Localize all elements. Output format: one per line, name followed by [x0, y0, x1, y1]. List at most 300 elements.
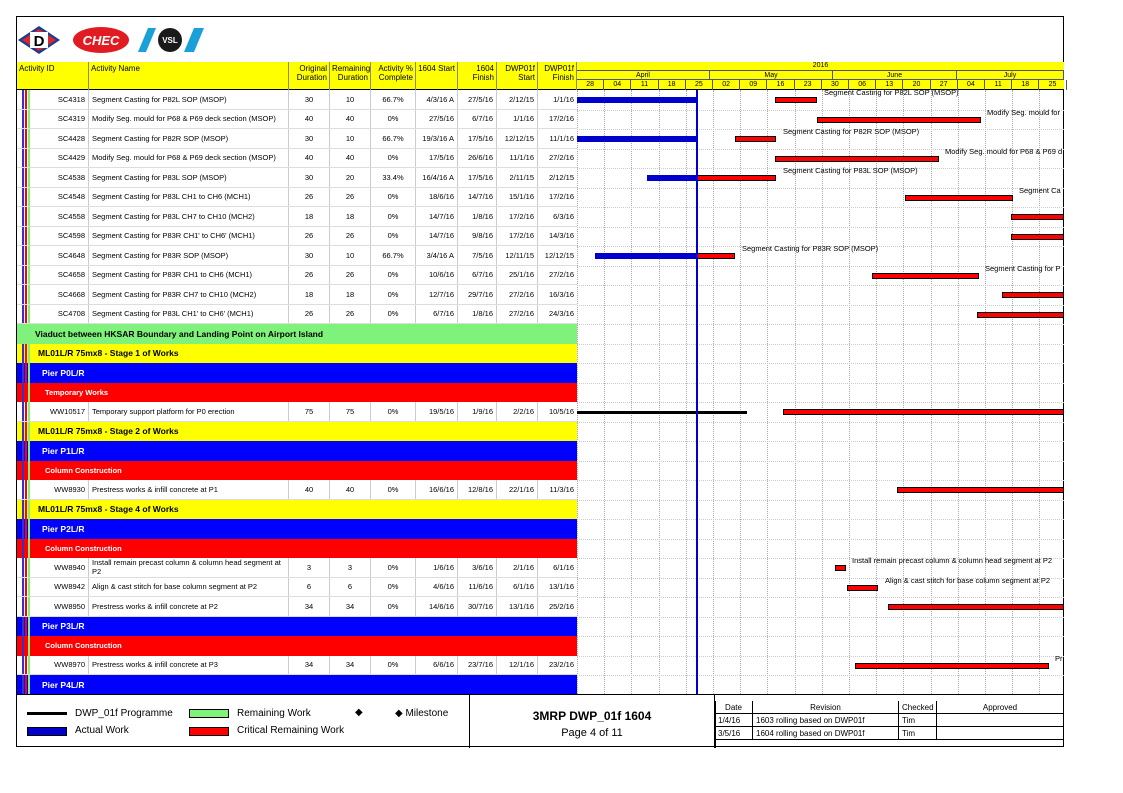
- dwp01f-finish-cell: 2/12/15: [548, 172, 574, 182]
- table-row[interactable]: [17, 90, 577, 110]
- gantt-row-line: [577, 519, 1064, 520]
- critical-remaining-bar[interactable]: [888, 604, 1064, 610]
- critical-remaining-bar[interactable]: [897, 487, 1064, 493]
- start-1604-cell: 6/7/16: [416, 305, 458, 324]
- wbs-indent-bar: [28, 500, 30, 520]
- wbs-indent-bar: [22, 597, 24, 616]
- wbs-indent-bar: [25, 597, 27, 616]
- critical-remaining-bar[interactable]: [1002, 292, 1064, 298]
- critical-remaining-bar[interactable]: [775, 97, 817, 103]
- gantt-bar-label: Segment Casting for P82L SOP (MSOP): [824, 90, 959, 97]
- remaining-duration-cell: 10: [330, 246, 371, 265]
- col-header-1604-start[interactable]: 1604 Start: [416, 62, 458, 90]
- timeline-week: 20: [903, 80, 930, 90]
- finish-1604-cell: 27/5/16: [458, 90, 497, 109]
- activity-name-cell: Segment Casting for P83L CH7 to CH10 (MCH2): [89, 207, 289, 226]
- rev-row1-checked: Tim: [899, 714, 937, 727]
- title-block: [469, 695, 715, 748]
- legend-remaining-label: Remaining Work: [237, 708, 311, 719]
- activity-id-cell: SC4558: [29, 207, 89, 226]
- actual-work-bar[interactable]: [577, 136, 696, 142]
- wbs-group-blue[interactable]: [17, 441, 577, 461]
- percent-complete-cell: 0%: [371, 578, 416, 597]
- vsl-logo: [138, 26, 206, 54]
- remaining-duration-cell: 34: [330, 597, 371, 616]
- critical-remaining-bar[interactable]: [817, 117, 981, 123]
- activity-name-cell: Prestress works & infill concrete at P2: [89, 597, 289, 616]
- timeline-week: 04: [604, 80, 631, 90]
- finish-1604-cell: 6/7/16: [458, 266, 497, 285]
- wbs-indent-bar: [28, 617, 30, 637]
- activity-id-cell: WW8930: [29, 480, 89, 499]
- dwp01f-start-cell: 2/1/16: [497, 558, 538, 577]
- wbs-indent-bar: [22, 188, 24, 207]
- col-header-1604-finish[interactable]: 1604 Finish: [458, 62, 497, 90]
- wbs-indent-bar: [22, 461, 24, 481]
- activity-id-cell: WW8942: [29, 578, 89, 597]
- table-row[interactable]: [17, 578, 577, 598]
- wbs-indent-bar: [28, 636, 30, 656]
- gantt-row-line: [577, 617, 1064, 618]
- col-header-activity-id[interactable]: Activity ID: [17, 62, 89, 90]
- wbs-indent-bar: [25, 578, 27, 597]
- percent-complete-cell: 0%: [371, 188, 416, 207]
- finish-1604-cell: 1/9/16: [458, 402, 497, 421]
- original-duration-cell: 26: [289, 305, 330, 324]
- col-header-remaining-duration[interactable]: Remaining Duration: [330, 62, 371, 90]
- activity-name-cell: Segment Casting for P83L SOP (MSOP): [89, 168, 289, 187]
- activity-name-cell: Segment Casting for P83R CH7 to CH10 (MCH2): [89, 285, 289, 304]
- dwp01f-start-cell: 15/1/16: [497, 188, 538, 207]
- wbs-indent-bar: [25, 168, 27, 187]
- activity-name-cell: Modify Seg. mould for P68 & P69 deck section (MSOP): [89, 149, 289, 168]
- activity-name-cell: Prestress works & infill concrete at P1: [89, 480, 289, 499]
- finish-1604-cell: 1/8/16: [458, 305, 497, 324]
- title-block-title: 3MRP DWP_01f 1604: [532, 709, 652, 723]
- activity-id-cell: SC4318: [29, 90, 89, 109]
- remaining-duration-cell: 6: [330, 578, 371, 597]
- dwp01f-start-cell: 27/2/16: [497, 285, 538, 304]
- start-1604-cell: 12/7/16: [416, 285, 458, 304]
- finish-1604-cell: 3/6/16: [458, 558, 497, 577]
- wbs-indent-bar: [25, 305, 27, 324]
- start-1604-cell: 19/5/16: [416, 402, 458, 421]
- original-duration-cell: 30: [289, 129, 330, 148]
- dwp01f-start-cell: 22/1/16: [497, 480, 538, 499]
- dwp01f-finish-cell: 11/1/16: [549, 133, 574, 143]
- title-block-page: Page 4 of 11: [561, 727, 623, 739]
- gantt-row-line: [577, 461, 1064, 462]
- table-row[interactable]: [17, 149, 577, 169]
- timeline-week: 06: [849, 80, 876, 90]
- activity-name-cell: Prestress works & infill concrete at P3: [89, 656, 289, 675]
- original-duration-cell: 18: [289, 207, 330, 226]
- gantt-gridline: [795, 90, 796, 694]
- wbs-indent-bar: [25, 246, 27, 265]
- dwp01f-start-cell: 2/12/15: [497, 90, 538, 109]
- activity-name-cell: Segment Casting for P82R SOP (MSOP): [89, 129, 289, 148]
- wbs-indent-bar: [22, 227, 24, 246]
- wbs-group-label: Pier P3L/R: [42, 621, 85, 632]
- critical-remaining-bar[interactable]: [735, 136, 776, 142]
- wbs-group-blue[interactable]: [17, 519, 577, 539]
- percent-complete-cell: 66.7%: [371, 129, 416, 148]
- critical-remaining-bar[interactable]: [696, 175, 776, 181]
- wbs-indent-bar: [28, 383, 30, 403]
- wbs-indent-bar: [25, 227, 27, 246]
- percent-complete-cell: 33.4%: [371, 168, 416, 187]
- rev-row2-revision: 1604 rolling based on DWP01f: [753, 727, 899, 740]
- rev-row1-approved: [937, 714, 1064, 727]
- dragages-logo: [18, 26, 60, 54]
- percent-complete-cell: 0%: [371, 149, 416, 168]
- gantt-bar-label: Segment Casting for P: [985, 263, 1061, 273]
- gantt-row-line: [577, 188, 1064, 189]
- finish-1604-cell: 14/7/16: [458, 188, 497, 207]
- table-row[interactable]: [17, 188, 577, 208]
- dwp01f-start-cell: 12/1/16: [497, 656, 538, 675]
- finish-1604-cell: 1/8/16: [458, 207, 497, 226]
- original-duration-cell: 18: [289, 285, 330, 304]
- activity-id-cell: SC4598: [29, 227, 89, 246]
- percent-complete-cell: 66.7%: [371, 90, 416, 109]
- original-duration-cell: 75: [289, 402, 330, 421]
- rev-row1-date: 1/4/16: [715, 714, 753, 727]
- remaining-duration-cell: 26: [330, 227, 371, 246]
- wbs-indent-bar: [25, 500, 27, 520]
- legend-critical-swatch: [189, 727, 229, 736]
- wbs-group-label: Pier P1L/R: [42, 445, 85, 456]
- dwp01f-start-cell: 12/11/15: [497, 246, 538, 265]
- footer: [17, 694, 1064, 748]
- remaining-duration-cell: 34: [330, 656, 371, 675]
- activity-id-cell: SC4428: [29, 129, 89, 148]
- wbs-group-label: Column Construction: [45, 465, 122, 475]
- dwp01f-finish-cell: 23/2/16: [548, 660, 574, 670]
- dwp01f-finish-cell: 16/3/16: [548, 289, 574, 299]
- wbs-group-red[interactable]: [17, 461, 577, 481]
- legend-actual-label: Actual Work: [75, 725, 129, 736]
- wbs-indent-bar: [22, 617, 24, 637]
- gantt-bar-label: Pr: [1055, 653, 1063, 663]
- gantt-bar-label: Segment Ca: [1019, 185, 1061, 195]
- gantt-bar-label: Install remain precast column & column head segment at P2: [852, 556, 1053, 565]
- dwp01f-start-cell: 25/1/16: [497, 266, 538, 285]
- wbs-indent-bar: [22, 422, 24, 442]
- finish-1604-cell: 23/7/16: [458, 656, 497, 675]
- critical-remaining-bar[interactable]: [872, 273, 979, 279]
- critical-remaining-bar[interactable]: [696, 253, 735, 259]
- rev-header-date: Date: [715, 701, 753, 714]
- dwp01f-start-cell: 2/11/15: [497, 168, 538, 187]
- gantt-bar-label: Segment Casting for P83L SOP (MSOP): [783, 166, 918, 175]
- critical-remaining-bar[interactable]: [905, 195, 1013, 201]
- timeline-week: 16: [767, 80, 794, 90]
- wbs-indent-bar: [22, 266, 24, 285]
- critical-remaining-bar[interactable]: [1011, 234, 1064, 240]
- wbs-group-red[interactable]: [17, 383, 577, 403]
- start-1604-cell: 6/6/16: [416, 656, 458, 675]
- critical-remaining-bar[interactable]: [835, 565, 846, 571]
- wbs-group-yellow[interactable]: [17, 422, 577, 442]
- critical-remaining-bar[interactable]: [977, 312, 1064, 318]
- percent-complete-cell: 0%: [371, 110, 416, 129]
- col-header-activity-name[interactable]: Activity Name: [89, 62, 289, 90]
- wbs-indent-bar: [25, 617, 27, 637]
- gantt-gridline: [631, 90, 632, 694]
- timeline-week: 13: [876, 80, 903, 90]
- original-duration-cell: 30: [289, 168, 330, 187]
- gantt-chart: [577, 90, 1064, 694]
- svg-text:CHEC: CHEC: [82, 33, 120, 48]
- critical-remaining-bar[interactable]: [847, 585, 878, 591]
- finish-1604-cell: 9/8/16: [458, 227, 497, 246]
- actual-work-bar[interactable]: [595, 253, 696, 259]
- legend-critical-label: Critical Remaining Work: [237, 725, 345, 736]
- timeline-month: July: [957, 71, 1064, 80]
- remaining-duration-cell: 10: [330, 129, 371, 148]
- table-row[interactable]: [17, 227, 577, 247]
- wbs-indent-bar: [25, 539, 27, 559]
- dwp01f-finish-cell: 11/3/16: [549, 484, 574, 494]
- wbs-group-label: Column Construction: [45, 543, 122, 553]
- wbs-group-yellow[interactable]: [17, 344, 577, 364]
- wbs-indent-bar: [28, 422, 30, 442]
- wbs-indent-bar: [28, 441, 30, 461]
- wbs-indent-bar: [28, 519, 30, 539]
- col-header-dwp01f-start[interactable]: DWP01f Start: [497, 62, 538, 90]
- legend-programme-label: DWP_01f Programme: [75, 708, 173, 719]
- start-1604-cell: 1/6/16: [416, 558, 458, 577]
- wbs-group-yellow[interactable]: [17, 500, 577, 520]
- gantt-bar-label: Modify Seg. mould for: [987, 107, 1060, 117]
- table-row[interactable]: [17, 129, 577, 149]
- gantt-bar-label: Align & cast stitch for base column segment at P2: [885, 575, 1051, 585]
- table-row[interactable]: [17, 110, 577, 130]
- gantt-row-line: [577, 305, 1064, 306]
- wbs-indent-bar: [22, 539, 24, 559]
- wbs-group-label: Pier P4L/R: [42, 679, 85, 690]
- finish-1604-cell: 17/5/16: [458, 129, 497, 148]
- original-duration-cell: 3: [289, 558, 330, 577]
- wbs-indent-bar: [25, 558, 27, 577]
- activity-id-cell: SC4319: [29, 110, 89, 129]
- start-1604-cell: 3/4/16 A: [416, 246, 458, 265]
- start-1604-cell: 4/6/16: [416, 578, 458, 597]
- rev-header-approved: Approved: [937, 701, 1064, 714]
- wbs-group-blue[interactable]: [17, 675, 577, 695]
- remaining-duration-cell: 26: [330, 266, 371, 285]
- wbs-indent-bar: [25, 266, 27, 285]
- table-row[interactable]: [17, 558, 577, 578]
- timeline-month: April: [577, 71, 710, 80]
- wbs-indent-bar: [25, 207, 27, 226]
- wbs-indent-bar: [25, 90, 27, 109]
- wbs-indent-bar: [25, 110, 27, 129]
- gantt-gridline: [849, 90, 850, 694]
- activity-id-cell: SC4658: [29, 266, 89, 285]
- dwp01f-finish-cell: 17/2/16: [548, 114, 574, 124]
- start-1604-cell: 16/4/16 A: [416, 168, 458, 187]
- activity-id-cell: SC4648: [29, 246, 89, 265]
- remaining-duration-cell: 10: [330, 90, 371, 109]
- percent-complete-cell: 0%: [371, 305, 416, 324]
- table-row[interactable]: [17, 656, 577, 676]
- wbs-indent-bar: [22, 402, 24, 421]
- activity-id-cell: SC4429: [29, 149, 89, 168]
- gantt-bar-label: Segment Casting for P83R SOP (MSOP): [742, 244, 879, 253]
- critical-remaining-bar[interactable]: [855, 663, 1049, 669]
- wbs-indent-bar: [25, 675, 27, 695]
- col-header-original-duration[interactable]: Original Duration: [289, 62, 330, 90]
- start-1604-cell: 16/6/16: [416, 480, 458, 499]
- gantt-row-line: [577, 363, 1064, 364]
- gantt-gridline: [822, 90, 823, 694]
- data-date-line: [696, 90, 698, 694]
- finish-1604-cell: 12/8/16: [458, 480, 497, 499]
- gantt-row-line: [577, 383, 1064, 384]
- timeline-week: 27: [931, 80, 958, 90]
- table-row[interactable]: [17, 597, 577, 617]
- original-duration-cell: 34: [289, 597, 330, 616]
- critical-remaining-bar[interactable]: [775, 156, 939, 162]
- finish-1604-cell: 29/7/16: [458, 285, 497, 304]
- wbs-group-blue[interactable]: [17, 363, 577, 383]
- programme-bar[interactable]: [577, 411, 747, 414]
- wbs-group-label: ML01L/R 75mx8 - Stage 4 of Works: [38, 504, 179, 515]
- timeline-year: 2016: [577, 62, 1064, 71]
- wbs-indent-bar: [22, 578, 24, 597]
- activity-id-cell: SC4548: [29, 188, 89, 207]
- table-row[interactable]: [17, 480, 577, 500]
- percent-complete-cell: 66.7%: [371, 246, 416, 265]
- activity-name-cell: Temporary support platform for P0 erection: [89, 402, 289, 421]
- remaining-duration-cell: 18: [330, 285, 371, 304]
- wbs-indent-bar: [25, 636, 27, 656]
- wbs-indent-bar: [25, 461, 27, 481]
- timeline-week: 30: [822, 80, 849, 90]
- col-header-dwp01f-finish[interactable]: DWP01f Finish: [538, 62, 577, 90]
- finish-1604-cell: 6/7/16: [458, 110, 497, 129]
- dwp01f-finish-cell: 6/1/16: [553, 562, 574, 572]
- percent-complete-cell: 0%: [371, 558, 416, 577]
- remaining-duration-cell: 75: [330, 402, 371, 421]
- wbs-indent-bar: [28, 461, 30, 481]
- wbs-group-label: Pier P2L/R: [42, 523, 85, 534]
- activity-id-cell: WW8950: [29, 597, 89, 616]
- table-row[interactable]: [17, 207, 577, 227]
- table-row[interactable]: [17, 266, 577, 286]
- wbs-indent-bar: [28, 344, 30, 364]
- dwp01f-start-cell: 13/1/16: [497, 597, 538, 616]
- wbs-group-blue[interactable]: [17, 617, 577, 637]
- wbs-indent-bar: [22, 149, 24, 168]
- wbs-indent-bar: [22, 636, 24, 656]
- original-duration-cell: 6: [289, 578, 330, 597]
- remaining-duration-cell: 20: [330, 168, 371, 187]
- wbs-indent-bar: [25, 363, 27, 383]
- wbs-indent-bar: [22, 675, 24, 695]
- rev-row2-approved: [937, 727, 1064, 740]
- rev-row2-date: 3/5/16: [715, 727, 753, 740]
- wbs-indent-bar: [25, 519, 27, 539]
- table-row[interactable]: [17, 285, 577, 305]
- timeline-week: 02: [713, 80, 740, 90]
- wbs-group-red[interactable]: [17, 636, 577, 656]
- wbs-indent-bar: [22, 441, 24, 461]
- wbs-group-label: Viaduct between HKSAR Boundary and Landing Point on Airport Island: [35, 328, 324, 339]
- wbs-indent-bar: [22, 519, 24, 539]
- remaining-duration-cell: 3: [330, 558, 371, 577]
- original-duration-cell: 40: [289, 480, 330, 499]
- col-header-percent-complete[interactable]: Activity % Complete: [371, 62, 416, 90]
- table-row[interactable]: [17, 402, 577, 422]
- activity-name-cell: Segment Casting for P83R CH1' to CH6' (MCH1): [89, 227, 289, 246]
- activity-name-cell: Segment Casting for P83L CH1' to CH6' (MCH1): [89, 305, 289, 324]
- timeline-week: 11: [631, 80, 658, 90]
- gantt-gridline: [577, 90, 578, 694]
- legend-programme-swatch: [27, 712, 67, 715]
- finish-1604-cell: 26/6/16: [458, 149, 497, 168]
- activity-name-cell: Modify Seg. mould for P68 & P69 deck section (MSOP): [89, 110, 289, 129]
- original-duration-cell: 26: [289, 227, 330, 246]
- wbs-group-red[interactable]: [17, 539, 577, 559]
- wbs-indent-bar: [22, 207, 24, 226]
- milestone-icon: ◆: [355, 707, 363, 718]
- wbs-indent-bar: [22, 285, 24, 304]
- dwp01f-finish-cell: 14/3/16: [548, 231, 574, 241]
- gantt-row-line: [577, 500, 1064, 501]
- activity-name-cell: Segment Casting for P83R CH1 to CH6 (MCH1): [89, 266, 289, 285]
- critical-remaining-bar[interactable]: [783, 409, 1064, 415]
- wbs-indent-bar: [25, 402, 27, 421]
- timeline-month: June: [833, 71, 957, 80]
- table-row[interactable]: [17, 246, 577, 266]
- start-1604-cell: 4/3/16 A: [416, 90, 458, 109]
- percent-complete-cell: 0%: [371, 266, 416, 285]
- dwp01f-start-cell: 2/2/16: [497, 402, 538, 421]
- rev-header-revision: Revision: [753, 701, 899, 714]
- table-row[interactable]: [17, 305, 577, 325]
- legend-remaining-swatch: [189, 709, 229, 718]
- wbs-group-label: ML01L/R 75mx8 - Stage 2 of Works: [38, 426, 179, 437]
- gantt-row-line: [577, 402, 1064, 403]
- gantt-gridline: [604, 90, 605, 694]
- wbs-indent-bar: [22, 480, 24, 499]
- wbs-indent-bar: [22, 383, 24, 403]
- start-1604-cell: 19/3/16 A: [416, 129, 458, 148]
- dwp01f-finish-cell: 27/2/16: [548, 270, 574, 280]
- gantt-row-line: [577, 675, 1064, 676]
- critical-remaining-bar[interactable]: [1011, 214, 1064, 220]
- remaining-duration-cell: 40: [330, 110, 371, 129]
- actual-work-bar[interactable]: [577, 97, 696, 103]
- wbs-group-green[interactable]: [17, 324, 577, 344]
- dwp01f-start-cell: 11/1/16: [497, 149, 538, 168]
- start-1604-cell: 10/6/16: [416, 266, 458, 285]
- dwp01f-start-cell: 17/2/16: [497, 227, 538, 246]
- gantt-row-line: [577, 480, 1064, 481]
- remaining-duration-cell: 40: [330, 480, 371, 499]
- original-duration-cell: 30: [289, 90, 330, 109]
- table-row[interactable]: [17, 168, 577, 188]
- wbs-indent-bar: [22, 90, 24, 109]
- actual-work-bar[interactable]: [647, 175, 696, 181]
- dwp01f-finish-cell: 1/1/16: [553, 94, 574, 104]
- rev-row2-checked: Tim: [899, 727, 937, 740]
- dwp01f-finish-cell: 12/12/15: [544, 250, 574, 260]
- timeline-header: [577, 62, 1064, 90]
